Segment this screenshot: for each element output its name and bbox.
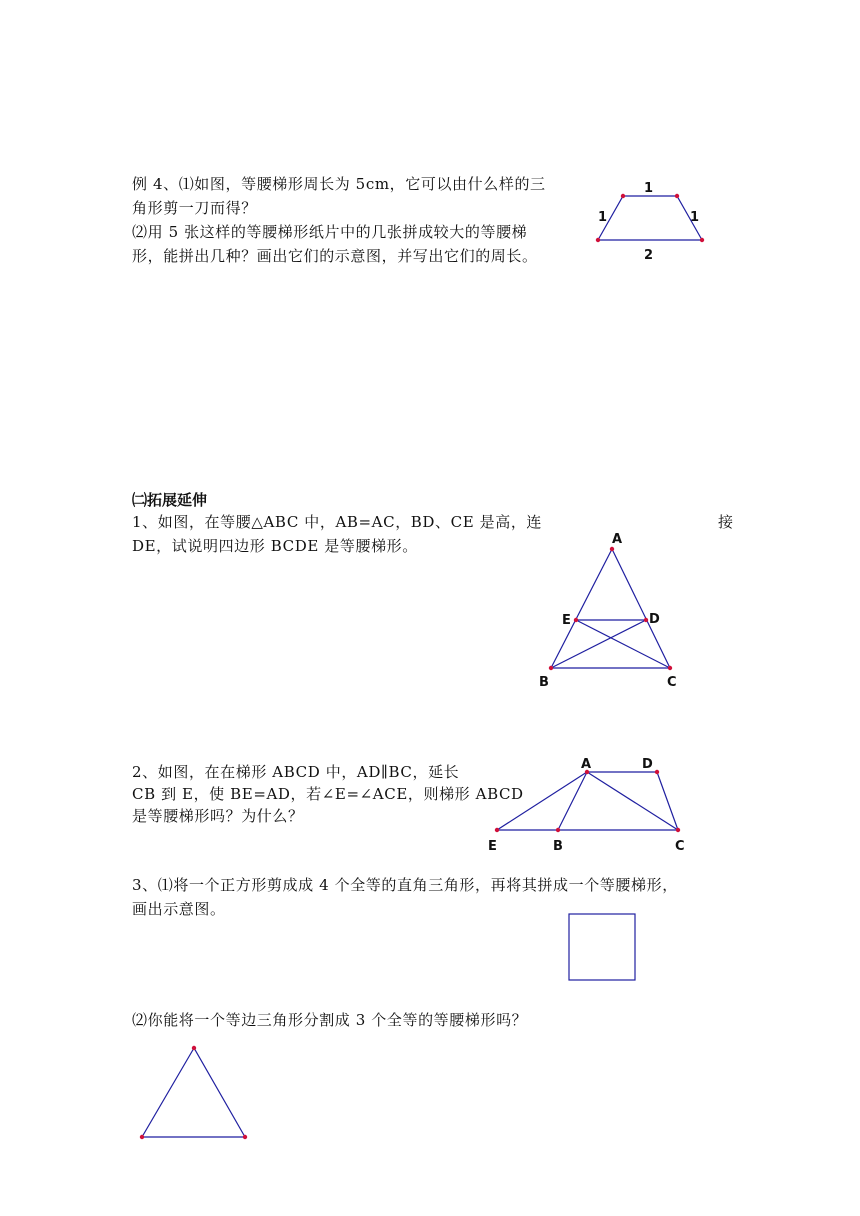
label-a: A [581,757,592,772]
trapezoid-left-label: 1 [598,210,608,225]
label-e: E [488,839,497,854]
trapezoid-bottom-label: 2 [644,248,654,263]
problem2-text-line2: CB 到 E，使 BE=AD，若∠E=∠ACE，则梯形 ABCD [132,785,524,803]
example4-text-line3: ⑵用 5 张这样的等腰梯形纸片中的几张拼成较大的等腰梯 [132,223,528,241]
problem3-part2-text: ⑵你能将一个等边三角形分割成 3 个全等的等腰梯形吗？ [132,1011,528,1029]
problem1-text-line2: DE，试说明四边形 BCDE 是等腰梯形。 [132,537,418,555]
triangle-vertex [243,1135,247,1139]
problem1-text-line1-end: 接 [718,513,734,531]
trapezoid-right-label: 1 [690,210,700,225]
example4-text-line1: 例 4、⑴如图，等腰梯形周长为 5cm，它可以由什么样的三 [132,175,546,193]
problem1-text-line1: 1、如图，在等腰△ABC 中，AB=AC，BD、CE 是高，连 [132,513,543,531]
label-b: B [553,839,563,854]
problem3-part1-line1: 3、⑴将一个正方形剪成成 4 个全等的直角三角形，再将其拼成一个等腰梯形， [132,876,678,894]
example4-text-line4: 形，能拼出几种？画出它们的示意图，并写出它们的周长。 [132,247,538,265]
label-e: E [562,613,571,628]
label-d: D [642,757,653,772]
problem2-text-line3: 是等腰梯形吗？为什么？ [132,807,304,825]
triangle-vertex [192,1046,196,1050]
triangle-vertex [140,1135,144,1139]
label-c: C [675,839,685,854]
triangle-shape [142,1048,245,1137]
trapezoid-top-label: 1 [644,181,654,196]
section-heading: ㈡拓展延伸 [132,491,208,509]
label-a: A [612,532,623,547]
label-d: D [649,612,660,627]
label-b: B [539,675,549,690]
problem2-text-line1: 2、如图，在在梯形 ABCD 中，AD∥BC，延长 [132,763,460,781]
label-c: C [667,675,677,690]
example4-text-line2: 角形剪一刀而得？ [132,199,257,217]
problem3-part1-line2: 画出示意图。 [132,900,226,918]
